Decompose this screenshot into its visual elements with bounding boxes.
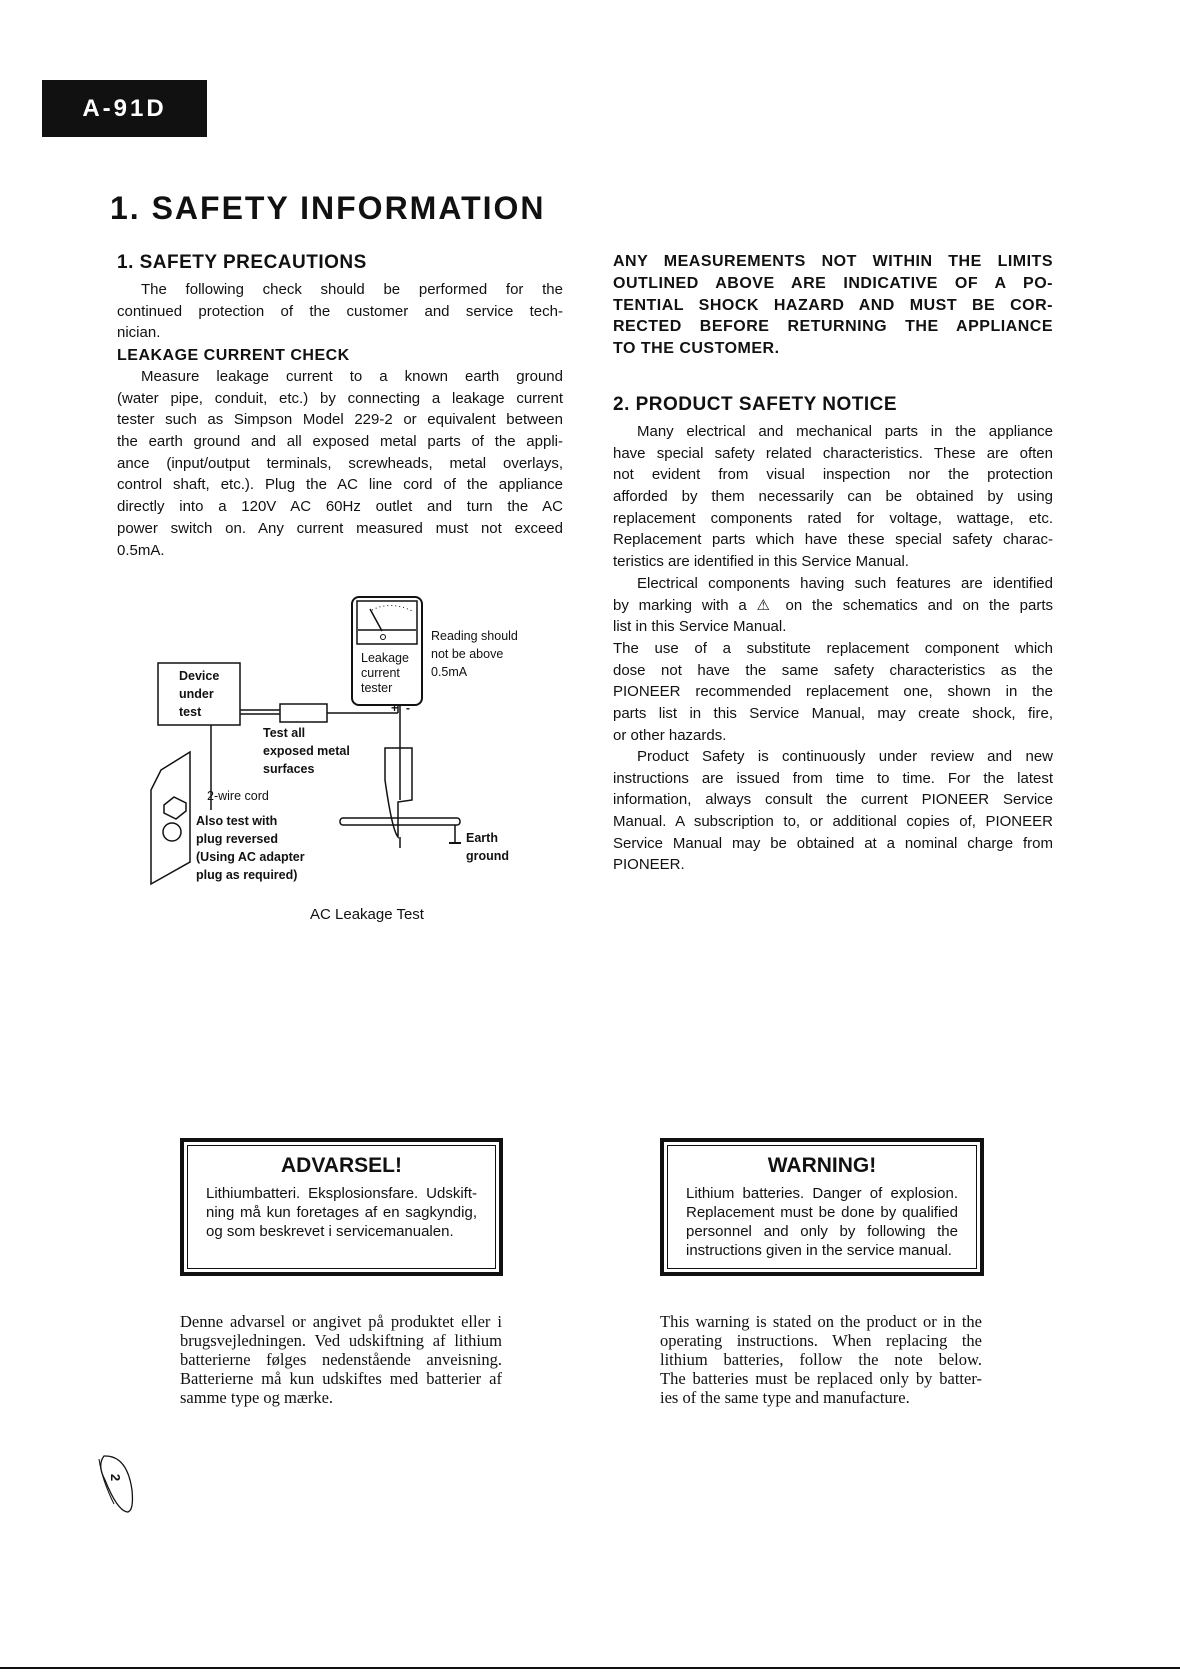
text-line: The use of a substitute replacement component which [613,640,1053,657]
socket-icon [163,823,181,841]
warning-text [686,1184,958,1260]
text-line: Electrical components having such features are identified [637,575,1053,592]
text-line: Replacement parts which have these special safety charac- [613,531,1053,549]
text-line: replacement components rated for voltage, wattage, etc. [613,509,1053,527]
text-line: ANY MEASUREMENTS NOT WITHIN THE LIMITS [613,253,1053,270]
text-line: Product Safety is continuously under review and new [637,748,1053,765]
text-line: or other hazards. [613,726,727,744]
text-line: Lithium batteries. Danger of explosion. [686,1185,958,1202]
text-line: brugsvejledningen. Ved udskiftning af lithium [180,1331,502,1350]
plug-icon [164,797,186,819]
text-line: Many electrical and mechanical parts in the appliance [637,423,1053,440]
advarsel-text [206,1184,477,1241]
text-line: not evident from visual inspection nor the protection [613,466,1053,484]
reading-note: Reading should not be above 0.5mA [431,629,518,679]
text-line: information, always consult the current PIONEER Service [613,791,1053,809]
minus-terminal: - [406,701,410,715]
warning-title: WARNING! [767,1154,877,1177]
model-label: A-91D [82,94,167,122]
safety-precautions-heading: 1. SAFETY PRECAUTIONS [117,252,367,273]
text-line: list in this Service Manual. [613,618,787,636]
text-line: The batteries must be replaced only by batter- [660,1369,982,1388]
text-line: Measure leakage current to a known earth ground [141,368,563,385]
advarsel-box [180,1138,503,1276]
text-line: Batterierne må kun udskiftes med batterier af [180,1369,502,1388]
text-line: afforded by them necessarily can be obtained by using [613,488,1053,506]
text-line: TO THE CUSTOMER. [613,340,780,358]
text-line: instructions given in the service manual. [686,1242,952,1259]
text-line: Lithiumbatteri. Eksplosionsfare. Udskift- [206,1185,477,1202]
text-line: nician. [117,324,161,342]
text-line: teristics are identified in this Service Manual. [613,553,909,571]
measurement-warning [613,251,1053,360]
product-notice-p2 [613,573,1053,638]
text-line: dose not have the same safety characteristics as the [613,661,1053,679]
text-line: personnel and only by following the [686,1223,958,1240]
text-line: (water pipe, conduit, etc.) by connecting a leakage current [117,389,563,407]
page-title: 1. SAFETY INFORMATION [110,190,546,226]
probe [280,704,327,722]
text-line: directly into a 120V AC 60Hz outlet and turn the AC [117,498,563,516]
text-line: OUTLINED ABOVE ARE INDICATIVE OF A PO- [613,274,1053,292]
page-number: 2 [108,1473,124,1482]
text-line: og som beskrevet i servicemanualen. [206,1223,454,1240]
text-line: the earth ground and all exposed metal parts of the appli- [117,433,563,451]
text-line: ance (input/output terminals, screwheads, metal overlays, [117,454,563,472]
text-line: by marking with a ⚠ on the schematics and on the parts [613,596,1053,614]
text-line: This warning is stated on the product or in the [660,1312,982,1331]
cord-label: 2-wire cord [207,789,269,803]
also-test-label: Also test with plug reversed (Using AC adapter plug as required) [196,814,305,882]
page-number-mark [92,1450,142,1520]
product-safety-heading: 2. PRODUCT SAFETY NOTICE [613,394,898,415]
text-line: Manual. A subscription to, or additional copies of, PIONEER [613,813,1053,831]
text-line: control shaft, etc.). Plug the AC line cord of the appliance [117,476,563,494]
warning-note [660,1312,982,1407]
text-line: instructions are issued from time to time. For the latest [613,769,1053,787]
leakage-heading: LEAKAGE CURRENT CHECK [117,347,350,364]
warning-box [660,1138,984,1276]
text-line: operating instructions. When replacing the [660,1331,982,1350]
tester-dial [357,601,417,644]
ground-rod [340,818,460,825]
text-line: The following check should be performed for the [141,281,563,298]
text-line: 0.5mA. [117,541,165,559]
text-line: have special safety related characteristics. These are often [613,444,1053,462]
text-line: power switch on. Any current measured must not exceed [117,519,563,537]
leakage-tester-label: Leakage current tester [361,651,409,695]
text-line: ning må kun foretages af en sagkyndig, [206,1204,477,1221]
text-line: parts list in this Service Manual, may create shock, fire, [613,705,1053,723]
meter-needle-icon [370,609,382,631]
wall-outlet [151,752,190,884]
text-line: PIONEER recommended replacement one, shown in the [613,683,1053,701]
text-line: batterierne følges nedenstående anveisning. [180,1350,502,1369]
device-under-test-label: Device under test [179,669,220,719]
text-line: Denne advarsel or angivet på produktet eller i [180,1312,502,1331]
bottom-rule [0,1667,1180,1669]
text-line: Replacement must be done by qualified [686,1204,958,1221]
advarsel-note [180,1312,502,1407]
plus-terminal: + [391,701,399,715]
text-line: RECTED BEFORE RETURNING THE APPLIANCE [613,318,1053,336]
text-line: PIONEER. [613,856,685,874]
text-line: ies of the same type and manufacture. [660,1388,910,1407]
product-notice-p3 [613,638,1053,746]
text-line: lithium batteries, follow the note below. [660,1350,982,1369]
text-line: continued protection of the customer and service tech- [117,302,563,320]
product-notice-p4 [613,746,1053,876]
test-all-label: Test all exposed metal surfaces [263,726,350,776]
text-line: tester such as Simpson Model 229-2 or equivalent between [117,411,563,429]
text-line: samme type og mærke. [180,1388,334,1407]
product-notice-p1 [613,421,1053,573]
earth-ground-label: Earth ground [466,831,510,863]
text-line: TENTIAL SHOCK HAZARD AND MUST BE COR- [613,296,1053,314]
advarsel-title: ADVARSEL! [281,1154,402,1177]
diagram-caption: AC Leakage Test [310,906,424,923]
text-line: Service Manual may be obtained at a nominal charge from [613,834,1053,852]
